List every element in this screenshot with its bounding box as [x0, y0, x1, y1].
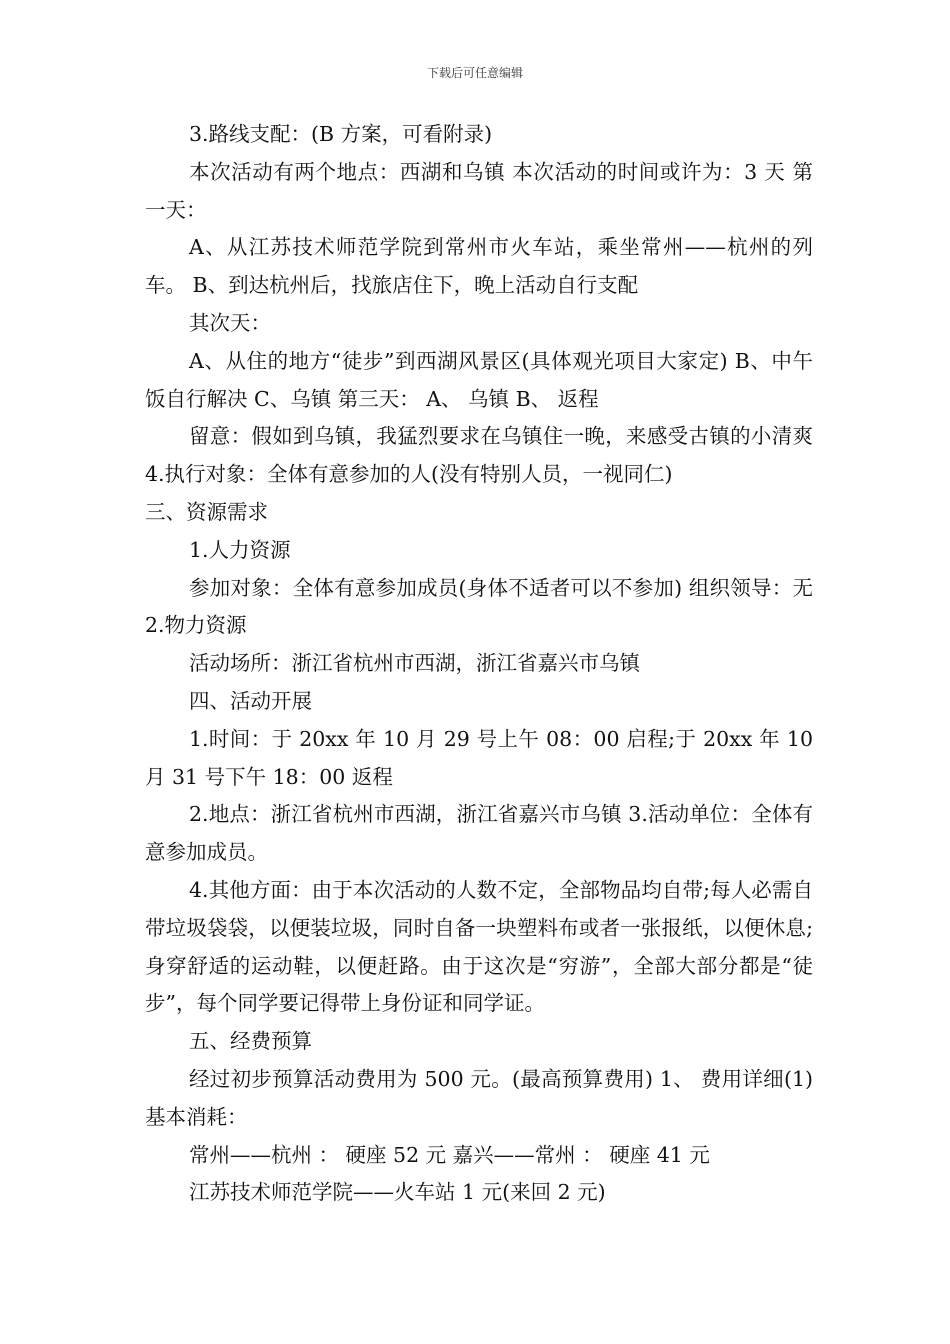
paragraph-note: 留意：假如到乌镇，我猛烈要求在乌镇住一晚，来感受古镇的小清爽 4.执行对象：全体有意参加的人(没有特别人员，一视同仁): [145, 424, 813, 487]
paragraph-day-one: A、从江苏技术师范学院到常州市火车站，乘坐常州——杭州的列车。 B、到达杭州后，找旅店住下，晚上活动自行支配: [145, 235, 813, 298]
paragraph-route: 3.路线支配：(B 方案，可看附录): [189, 122, 493, 146]
paragraph-day-two-title: 其次天：: [189, 310, 271, 335]
paragraph-train-fares: 常州——杭州 ： 硬座 52 元 嘉兴——常州 ： 硬座 41 元: [189, 1142, 710, 1167]
paragraph-other: 4.其他方面：由于本次活动的人数不定，全部物品均自带;每人必需自带垃圾袋袋，以便装垃圾，同时自备一块塑料布或者一张报纸，以便休息;身穿舒适的运动鞋，以便赶路。由于这次是“穷游”，全部大部分都是“徒步”，每个同学要记得带上身份证和同学证。: [145, 877, 813, 1016]
paragraph-bus-fare: 江苏技术师范学院——火车站 1 元(来回 2 元): [189, 1180, 606, 1205]
paragraph-participants: 参加对象：全体有意参加成员(身体不适者可以不参加) 组织领导：无 2.物力资源: [145, 575, 813, 638]
paragraph-place: 2.地点：浙江省杭州市西湖，浙江省嘉兴市乌镇 3.活动单位：全体有意参加成员。: [145, 802, 813, 865]
paragraph-venue: 活动场所：浙江省杭州市西湖，浙江省嘉兴市乌镇: [189, 651, 640, 676]
paragraph-budget: 经过初步预算活动费用为 500 元。(最高预算费用) 1、 费用详细(1)基本消耗：: [145, 1066, 813, 1129]
heading-budget: 五、经费预算: [189, 1029, 312, 1054]
heading-activity: 四、活动开展: [189, 688, 312, 713]
paragraph-human-resources: 1.人力资源: [189, 537, 291, 562]
paragraph-locations: 本次活动有两个地点：西湖和乌镇 本次活动的时间或许为：3 天 第一天：: [145, 159, 813, 222]
paragraph-day-two: A、从住的地方“徒步”到西湖风景区(具体观光项目大家定) B、中午饭自行解决 C、乌镇 第三天： A、 乌镇 B、 返程: [145, 348, 813, 411]
paragraph-time: 1.时间：于 20xx 年 10 月 29 号上午 08：00 启程;于 20xx 年 10 月 31 号下午 18：00 返程: [145, 726, 813, 789]
page-header: 下载后可任意编辑: [426, 66, 523, 80]
document-body: [145, 116, 813, 1212]
heading-resources: 三、资源需求: [145, 499, 268, 524]
